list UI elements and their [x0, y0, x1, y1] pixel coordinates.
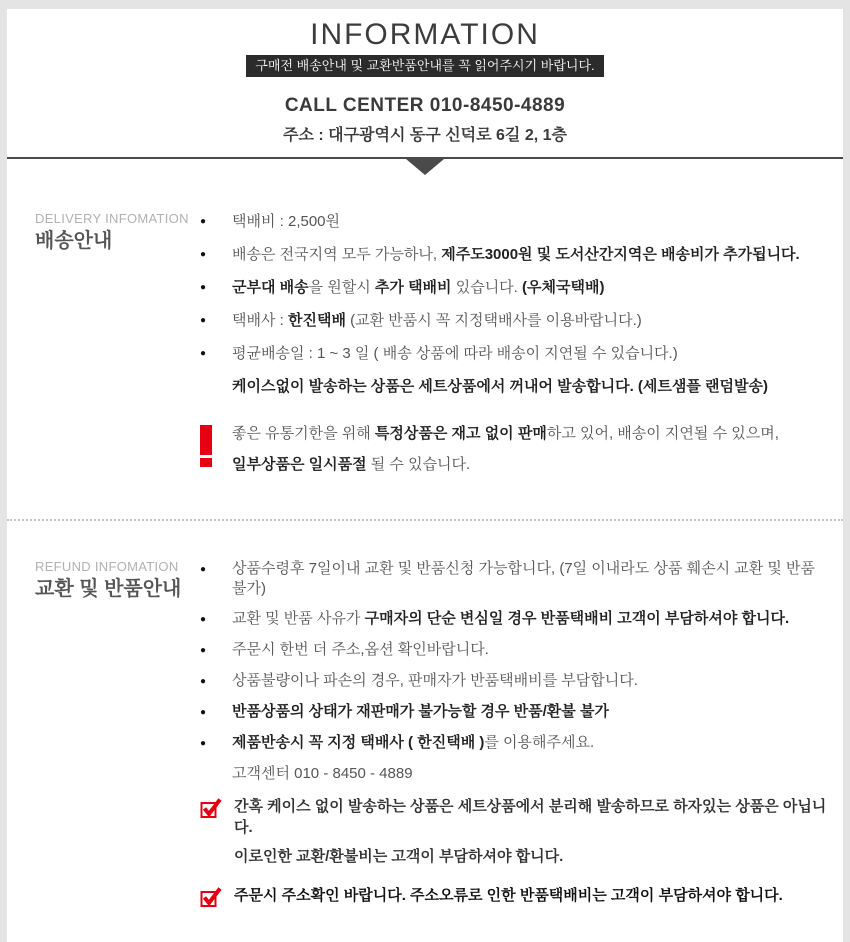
text-segment: 반품상품의 상태가 재판매가 불가능할 경우 반품/환불 불가	[232, 703, 609, 720]
list-item-text	[232, 244, 800, 265]
check-item	[200, 796, 833, 875]
text-segment: 제품반송시 꼭 지정 택배사 ( 한진택배 )	[232, 734, 485, 751]
text-segment: 특정상품은 재고 없이 판매	[374, 425, 547, 442]
text-segment: 일부상품은 일시품절	[232, 456, 367, 473]
info-panel	[7, 9, 843, 942]
delivery-label-en: DELIVERY INFOMATION	[35, 211, 189, 226]
delivery-section-label	[35, 211, 200, 485]
list-item	[200, 671, 833, 692]
warning-lines	[232, 423, 779, 485]
list-item-text	[232, 733, 594, 754]
list-item	[200, 310, 833, 331]
bullet-icon	[200, 376, 232, 397]
bullet-icon: ●	[200, 645, 207, 656]
refund-section-label	[35, 559, 200, 914]
red-checkbox-icon	[200, 796, 234, 875]
text-segment: 좋은 유통기한을 위해	[232, 425, 375, 442]
exclamation-icon	[200, 423, 232, 485]
delivery-content	[200, 211, 833, 485]
list-item	[200, 277, 833, 298]
delivery-warning	[200, 423, 833, 485]
delivery-list	[200, 211, 833, 397]
list-item-text	[232, 702, 609, 723]
bullet-icon	[200, 764, 232, 784]
text-segment: 케이스없이 발송하는 상품은 세트상품에서 꺼내어 발송합니다. (세트샘플 랜덤발송)	[232, 378, 768, 395]
check-item	[200, 885, 833, 914]
list-item-text	[232, 310, 642, 331]
bullet-icon: ●	[200, 249, 207, 260]
check-item-lines	[234, 885, 783, 914]
check-item-lines	[234, 796, 833, 875]
list-item	[200, 640, 833, 661]
list-item-text	[232, 764, 413, 784]
text-segment: 교환 및 반품 사유가	[232, 610, 365, 627]
list-item	[200, 244, 833, 265]
list-item	[200, 211, 833, 232]
check-item-text: 간혹 케이스 없이 발송하는 상품은 세트상품에서 분리해 발송하므로 하자있는 상품은 아닙니다.	[234, 798, 827, 836]
check-item-text: 이로인한 교환/환불비는 고객이 부담하셔야 합니다.	[234, 848, 564, 865]
list-item	[200, 764, 833, 784]
list-item-text	[232, 671, 638, 692]
check-item-text: 주문시 주소확인 바랍니다. 주소오류로 인한 반품택배비는 고객이 부담하셔야 합니다.	[234, 887, 783, 904]
text-segment: 한진택배	[287, 312, 346, 329]
text-segment: 배송은 전국지역 모두 가능하나,	[232, 246, 442, 263]
bullet-icon: ●	[200, 216, 207, 227]
page-title: INFORMATION	[310, 18, 540, 51]
text-segment: 하고 있어, 배송이 지연될 수 있으며,	[546, 425, 779, 442]
list-item-text	[232, 609, 789, 630]
header	[7, 9, 843, 175]
red-checkbox-icon	[200, 797, 222, 819]
refund-content	[200, 559, 833, 914]
list-item	[200, 609, 833, 630]
delivery-section	[7, 175, 843, 485]
refund-list	[200, 559, 833, 784]
list-item	[200, 702, 833, 723]
list-item-text	[232, 343, 678, 364]
text-segment: 택배비 : 2,500원	[232, 213, 340, 230]
text-segment: 평균배송일 : 1 ~ 3 일 ( 배송 상품에 따라 배송이 지연될 수 있습니다.)	[232, 345, 678, 362]
text-segment: 를 이용해주세요.	[484, 734, 595, 751]
list-item	[200, 559, 833, 599]
text-segment: 상품수령후 7일이내 교환 및 반품신청 가능합니다, (7일 이내라도 상품 훼손시 교환 및 반품 불가)	[232, 560, 816, 597]
delivery-label-kr: 배송안내	[35, 230, 113, 252]
text-segment: 추가 택배비	[374, 279, 452, 296]
warning-line	[232, 454, 779, 475]
refund-section	[7, 521, 843, 914]
text-segment: (우체국택배)	[522, 279, 605, 296]
warning-line	[232, 423, 779, 444]
red-checkbox-icon	[200, 885, 234, 914]
text-segment: 주문시 한번 더 주소,옵션 확인바랍니다.	[232, 641, 489, 658]
bullet-icon: ●	[200, 738, 207, 749]
list-item-text	[232, 211, 340, 232]
address-line: 주소 : 대구광역시 동구 신덕로 6길 2, 1층	[283, 127, 567, 144]
text-segment: 상품불량이나 파손의 경우, 판매자가 반품택배비를 부담합니다.	[232, 672, 638, 689]
bullet-icon: ●	[200, 614, 207, 625]
bullet-icon: ●	[200, 676, 207, 687]
bullet-icon: ●	[200, 282, 207, 293]
list-item-text	[232, 640, 489, 661]
list-item	[200, 733, 833, 754]
text-segment: 고객센터 010 - 8450 - 4889	[232, 765, 413, 782]
list-item-text	[232, 277, 604, 298]
text-segment: 될 수 있습니다.	[366, 456, 471, 473]
red-checkbox-icon	[200, 886, 222, 908]
bullet-icon: ●	[200, 315, 207, 326]
text-segment: 있습니다.	[451, 279, 523, 296]
bullet-icon: ●	[200, 564, 207, 575]
list-item-text	[232, 559, 833, 599]
list-item	[200, 376, 833, 397]
text-segment: 제주도3000원 및 도서산간지역은 배송비가 추가됩니다.	[441, 246, 800, 263]
refund-label-kr: 교환 및 반품안내	[35, 578, 182, 600]
list-item-text	[232, 376, 768, 397]
text-segment: 택배사 :	[232, 312, 288, 329]
list-item	[200, 343, 833, 364]
bullet-icon: ●	[200, 707, 207, 718]
text-segment: 구매자의 단순 변심일 경우 반품택배비 고객이 부담하셔야 합니다.	[364, 610, 790, 627]
down-triangle-icon	[406, 159, 444, 175]
text-segment: 군부대 배송	[232, 279, 309, 296]
text-segment: (교환 반품시 꼭 지정택배사를 이용바랍니다.)	[345, 312, 642, 329]
text-segment: 을 원할시	[308, 279, 375, 296]
refund-checks	[200, 796, 833, 914]
refund-label-en: REFUND INFOMATION	[35, 559, 179, 574]
notice-badge: 구매전 배송안내 및 교환반품안내를 꼭 읽어주시기 바랍니다.	[246, 55, 603, 77]
call-center-line: CALL CENTER 010-8450-4889	[284, 95, 566, 116]
bullet-icon: ●	[200, 348, 207, 359]
